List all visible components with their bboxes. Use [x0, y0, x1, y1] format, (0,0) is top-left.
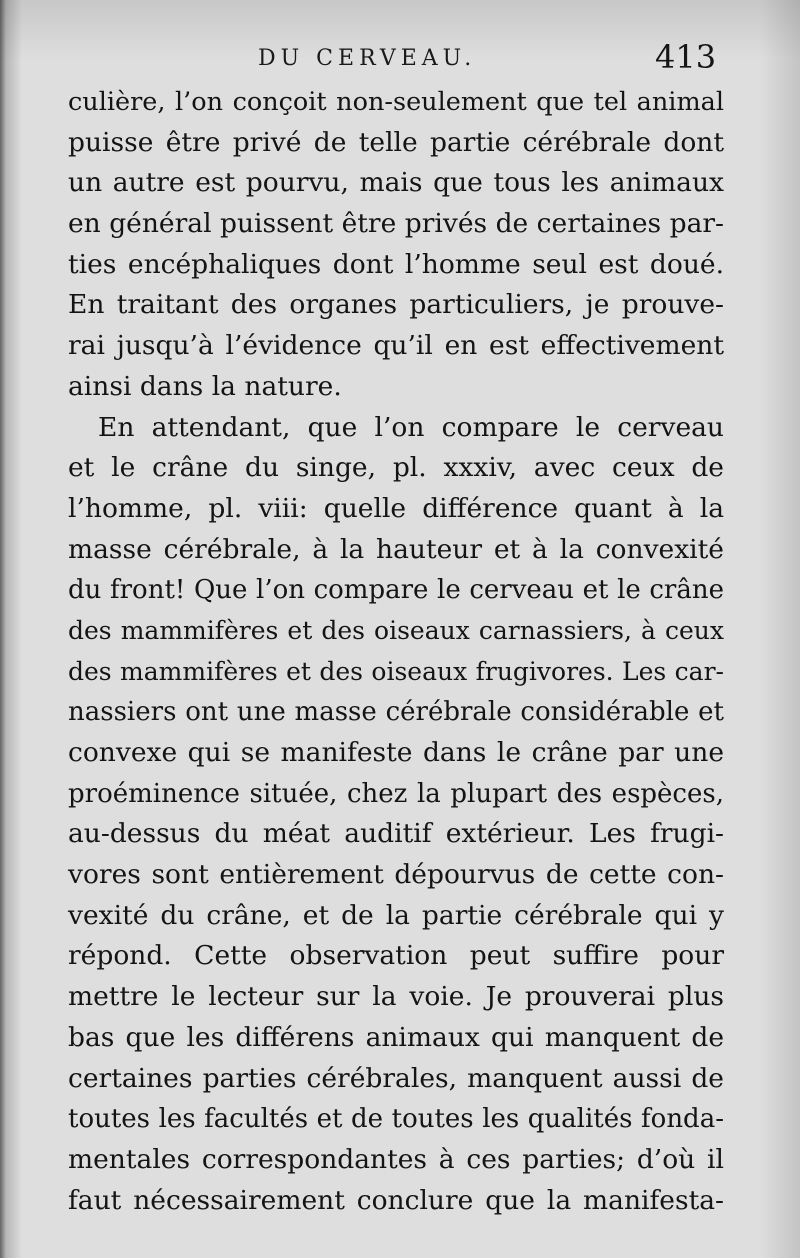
running-head: DU CERVEAU.: [258, 46, 477, 71]
text-line: faut nécessairement conclure que la manifesta-: [68, 1184, 724, 1216]
text-line: culière, l’on conçoit non-seulement que tel animal: [68, 87, 724, 117]
text-line: et le crâne du singe, pl. xxxiv, avec ceux de: [68, 452, 724, 484]
text-line: mettre le lecteur sur la voie. Je prouverai plus: [68, 981, 724, 1013]
text-line: l’homme, pl. viii: quelle différence quant à la: [68, 492, 724, 524]
body-text: [68, 82, 724, 1221]
text-line: rai jusqu’à l’évidence qu’il en est effectivement: [68, 330, 724, 362]
text-line: en général puissent être privés de certaines par-: [68, 208, 724, 240]
text-line: certaines parties cérébrales, manquent aussi de: [68, 1062, 724, 1094]
text-line: des mammifères et des oiseaux carnassiers, à ceux: [68, 615, 724, 645]
text-line: mentales correspondantes à ces parties; d’où il: [68, 1143, 724, 1175]
text-line: au-dessus du méat auditif extérieur. Les frugi-: [68, 818, 724, 850]
text-line: toutes les facultés et de toutes les qualités fonda-: [68, 1104, 724, 1135]
page-number: 413: [655, 38, 717, 76]
text-line: du front! Que l’on compare le cerveau et le crâne: [68, 575, 724, 606]
text-line: un autre est pourvu, mais que tous les animaux: [68, 167, 724, 199]
text-line: convexe qui se manifeste dans le crâne par une: [68, 737, 724, 768]
text-line: En traitant des organes particuliers, je prouve-: [68, 289, 724, 321]
text-line: vexité du crâne, et de la partie cérébrale qui y: [68, 899, 724, 931]
paragraph-start-line: En attendant, que l’on compare le cerveau: [98, 411, 724, 443]
page-header: [0, 38, 800, 88]
text-line: proéminence située, chez la plupart des espèces,: [68, 778, 724, 809]
text-line: nassiers ont une masse cérébrale considérable et: [68, 697, 724, 728]
text-line: des mammifères et des oiseaux frugivores. Les car-: [68, 656, 724, 686]
text-line: répond. Cette observation peut suffire pour: [68, 940, 724, 972]
text-line: ties encéphaliques dont l’homme seul est doué.: [68, 248, 724, 280]
text-line: puisse être privé de telle partie cérébrale dont: [68, 126, 724, 158]
text-line: masse cérébrale, à la hauteur et à la convexité: [68, 533, 724, 565]
paragraph-end-line: ainsi dans la nature.: [68, 370, 342, 402]
text-line: vores sont entièrement dépourvus de cette con-: [68, 859, 724, 891]
text-line: bas que les différens animaux qui manquent de: [68, 1021, 724, 1053]
